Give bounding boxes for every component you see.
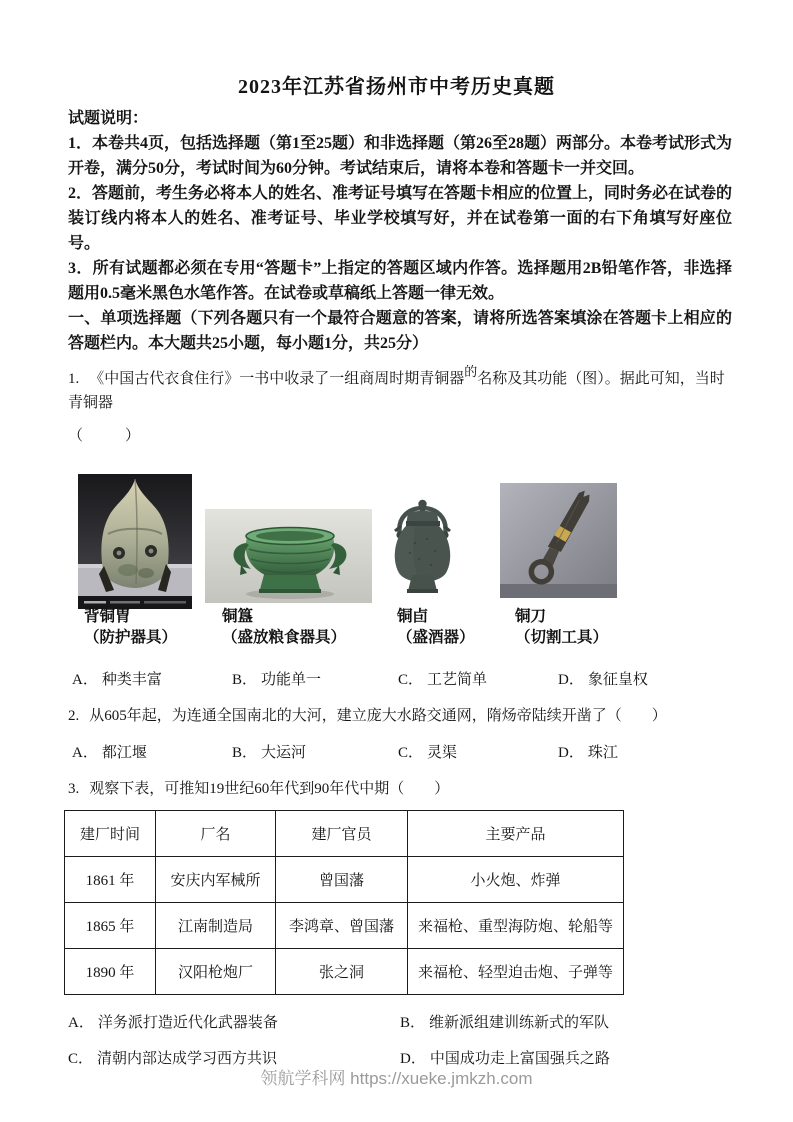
question-1-stem-text: 《中国古代衣食住行》一书中收录了一组商周时期青铜器 [89, 371, 465, 387]
page-content [0, 106, 793, 1068]
artifact-function: （切割工具） [515, 629, 609, 646]
question-3-stem [68, 777, 732, 801]
bronze-you-photo [385, 481, 460, 596]
artifact-name: 铜刀 [515, 608, 547, 625]
question-3-option-a [68, 1011, 278, 1032]
table-cell: 江南制造局 [156, 903, 276, 949]
option-label: A． [72, 745, 98, 761]
table-header: 厂名 [156, 811, 276, 857]
question-1-superscript: 的 [464, 364, 478, 379]
option-text: 清朝内部达成学习西方共识 [97, 1051, 278, 1067]
question-2-option-b [232, 741, 306, 762]
watermark-site-link: 领航学科网 https://xueke.jmkzh.com [260, 1069, 533, 1088]
instruction-item-1: 1．本卷共4页，包括选择题（第1至25题）和非选择题（第26至28题）两部分。本卷考试形式为开卷，满分50分，考试时间为60分钟。考试结束后，请将本卷和答题卡一并交回。 [68, 135, 733, 177]
option-label: A． [72, 672, 98, 688]
option-label: B． [232, 745, 258, 761]
question-3-number: 3. [68, 781, 80, 797]
option-text: 珠江 [587, 745, 618, 761]
option-label: D． [558, 745, 584, 761]
table-cell: 1890 年 [65, 949, 156, 995]
bronze-knife-photo [500, 483, 617, 598]
option-label: C． [68, 1051, 94, 1067]
instruction-item-2: 2．答题前，考生务必将本人的姓名、准考证号填写在答题卡相应的位置上，同时务必在试卷的装订线内将本人的姓名、准考证号、毕业学校填写好，并在试卷第一面的右下角填写好座位号。 [68, 185, 733, 252]
question-1-option-b [232, 668, 321, 689]
artifact-function: （盛酒器） [397, 629, 475, 646]
table-cell: 1865 年 [65, 903, 156, 949]
option-text: 维新派组建训练新式的军队 [429, 1015, 610, 1031]
question-2-option-d [558, 741, 618, 762]
option-text: 都江堰 [101, 745, 147, 761]
page-title: 2023年江苏省扬州市中考历史真题 [238, 76, 555, 98]
bronze-artifacts-figure [68, 474, 732, 655]
artifact-caption-gui [222, 606, 346, 648]
option-text: 大运河 [261, 745, 307, 761]
table-row [65, 857, 624, 903]
question-1-stem [68, 364, 732, 415]
bronze-helmet-photo [78, 474, 192, 609]
question-1-options [68, 668, 732, 689]
artifact-function: （防护器具） [84, 629, 178, 646]
table-cell: 汉阳枪炮厂 [156, 949, 276, 995]
option-label: A． [68, 1015, 94, 1031]
option-label: D． [400, 1051, 426, 1067]
question-2-option-c [398, 741, 457, 762]
table-header: 主要产品 [408, 811, 624, 857]
option-text: 中国成功走上富国强兵之路 [429, 1051, 610, 1067]
table-cell: 安庆内军械所 [156, 857, 276, 903]
option-text: 工艺简单 [427, 672, 488, 688]
artifact-name: 铜卣 [397, 608, 429, 625]
question-3-stem-text: 观察下表，可推知19世纪60年代到90年代中期（ ） [89, 781, 450, 797]
question-2-stem [68, 704, 732, 728]
option-label: B． [232, 672, 258, 688]
table-cell: 来福枪、重型海防炮、轮船等 [408, 903, 624, 949]
table-header: 建厂时间 [65, 811, 156, 857]
bronze-gui-icon [205, 509, 372, 603]
question-3-options-row-1 [68, 1011, 732, 1032]
artifact-name: 铜簋 [222, 608, 254, 625]
table-cell: 小火炮、炸弹 [408, 857, 624, 903]
table-cell: 李鸿章、曾国藩 [276, 903, 408, 949]
question-2-options [68, 741, 732, 762]
section-heading: 一、单项选择题（下列各题只有一个最符合题意的答案，请将所选答案填涂在答题卡上相应的答题栏内。本大题共25小题，每小题1分，共25分） [68, 310, 732, 352]
bronze-knife-icon [500, 483, 617, 598]
table-cell: 来福枪、轻型迫击炮、子弹等 [408, 949, 624, 995]
table-cell: 张之洞 [276, 949, 408, 995]
question-2-number: 2. [68, 708, 80, 724]
artifact-function: （盛放粮食器具） [222, 629, 347, 646]
question-1-stem-text-after: 名称及其功能（图）。据此可知，当时青铜器 [68, 371, 725, 411]
option-text: 灵渠 [427, 745, 458, 761]
question-1-option-d [558, 668, 648, 689]
bronze-you-icon [385, 481, 460, 596]
option-text: 种类丰富 [101, 672, 162, 688]
question-1-option-a [72, 668, 162, 689]
option-text: 象征皇权 [587, 672, 648, 688]
option-text: 洋务派打造近代化武器装备 [97, 1015, 278, 1031]
question-1-option-c [398, 668, 487, 689]
artifact-caption-you [397, 606, 475, 648]
question-2-option-a [72, 741, 147, 762]
question-1-number: 1. [68, 371, 80, 387]
artifact-caption-helmet [84, 606, 177, 648]
factories-table [64, 810, 624, 995]
bronze-helmet-icon [78, 474, 192, 609]
option-text: 功能单一 [261, 672, 322, 688]
table-header-row [65, 811, 624, 857]
question-3-option-b [400, 1011, 609, 1032]
bronze-gui-photo [205, 509, 372, 603]
instructions-heading: 试题说明： [68, 110, 149, 127]
question-1-answer-blank: （ ） [68, 428, 145, 444]
table-cell: 曾国藩 [276, 857, 408, 903]
table-header: 建厂官员 [276, 811, 408, 857]
option-label: B． [400, 1015, 426, 1031]
instruction-item-3: 3．所有试题都必须在专用“答题卡”上指定的答题区域内作答。选择题用2B铅笔作答，非选择题用0.5毫米黑色水笔作答。在试卷或草稿纸上答题一律无效。 [68, 260, 732, 302]
artifact-name: 背铜胄 [84, 608, 131, 625]
table-row [65, 903, 624, 949]
question-2-stem-text: 从605年起，为连通全国南北的大河，建立庞大水路交通网，隋炀帝陆续开凿了（ ） [89, 708, 667, 724]
option-label: C． [398, 672, 424, 688]
option-label: D． [558, 672, 584, 688]
artifact-caption-knife [515, 606, 608, 648]
table-cell: 1861 年 [65, 857, 156, 903]
option-label: C． [398, 745, 424, 761]
table-row [65, 949, 624, 995]
